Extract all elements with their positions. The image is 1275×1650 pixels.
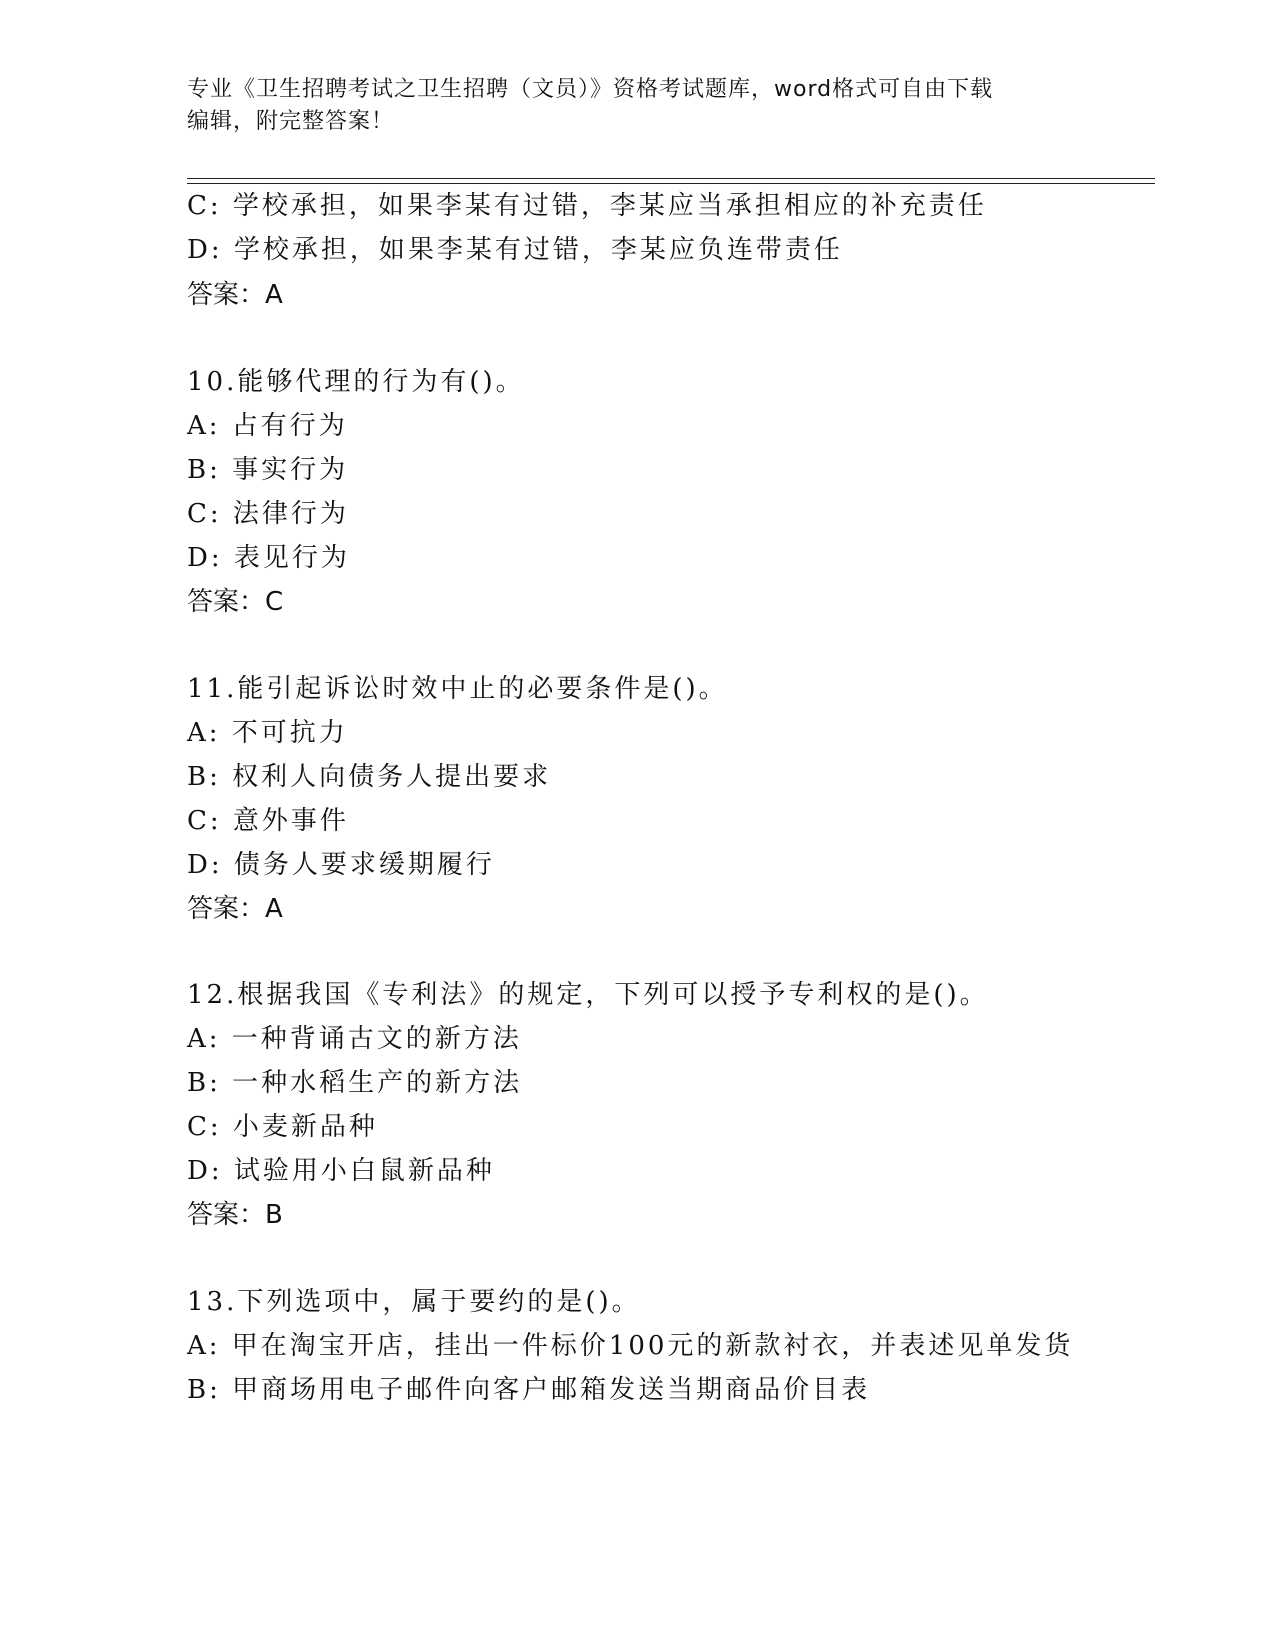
header-line-1: 专业《卫生招聘考试之卫生招聘（文员）》资格考试题库，word格式可自由下载 xyxy=(187,77,994,102)
document-header xyxy=(187,74,1087,138)
q13-stem: 13.下列选项中，属于要约的是()。 xyxy=(187,1287,641,1317)
q11-option-a: A: 不可抗力 xyxy=(187,718,348,748)
prev-option-c: C: 学校承担，如果李某有过错，李某应当承担相应的补充责任 xyxy=(187,191,987,221)
q12-option-d: D: 试验用小白鼠新品种 xyxy=(187,1156,495,1186)
q13-option-a: A: 甲在淘宝开店，挂出一件标价100元的新款衬衣，并表述见单发货 xyxy=(187,1331,1074,1361)
q10-option-a: A: 占有行为 xyxy=(187,411,348,441)
header-rule-top xyxy=(187,178,1155,179)
header-line-2: 编辑，附完整答案！ xyxy=(187,109,395,134)
q13-option-b: B: 甲商场用电子邮件向客户邮箱发送当期商品价目表 xyxy=(187,1375,871,1405)
prev-option-d: D: 学校承担，如果李某有过错，李某应负连带责任 xyxy=(187,235,843,265)
q12-option-a: A: 一种背诵古文的新方法 xyxy=(187,1024,522,1054)
q11-option-c: C: 意外事件 xyxy=(187,806,349,836)
q12-option-b: B: 一种水稻生产的新方法 xyxy=(187,1068,523,1098)
q11-option-d: D: 债务人要求缓期履行 xyxy=(187,850,495,880)
q10-option-d: D: 表见行为 xyxy=(187,543,350,573)
q10-stem: 10.能够代理的行为有()。 xyxy=(187,367,525,397)
q11-option-b: B: 权利人向债务人提出要求 xyxy=(187,762,552,792)
q10-option-c: C: 法律行为 xyxy=(187,499,349,529)
prev-answer: 答案：A xyxy=(187,280,283,310)
q10-answer: 答案：C xyxy=(187,587,284,617)
q10-option-b: B: 事实行为 xyxy=(187,455,349,485)
q11-answer: 答案：A xyxy=(187,894,283,924)
header-rule-bottom xyxy=(187,183,1155,184)
q12-stem: 12.根据我国《专利法》的规定，下列可以授予专利权的是()。 xyxy=(187,980,989,1010)
q12-answer: 答案：B xyxy=(187,1200,283,1230)
q11-stem: 11.能引起诉讼时效中止的必要条件是()。 xyxy=(187,674,728,704)
q12-option-c: C: 小麦新品种 xyxy=(187,1112,378,1142)
